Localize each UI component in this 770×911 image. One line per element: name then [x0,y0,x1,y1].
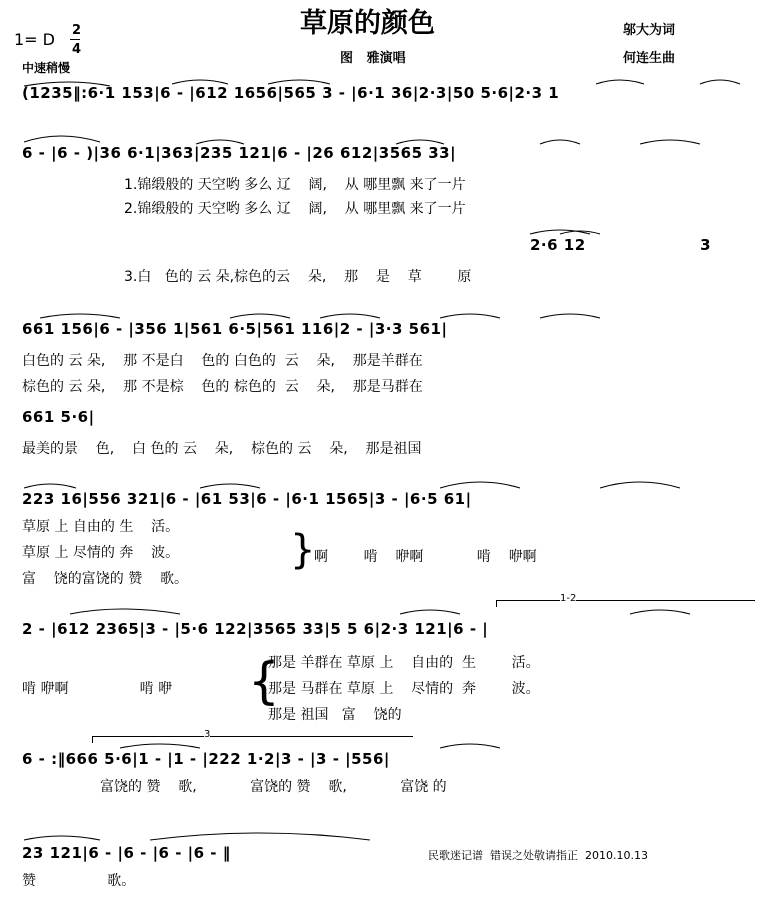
brace-symbol: { [248,652,280,710]
time-signature-top: 2 [72,23,82,38]
lyric-line: 草原 上 自由的 生 活。 [22,519,180,535]
lyric-line: 草原 上 尽情的 奔 波。 [22,545,180,561]
key-signature: 1= D [14,30,55,49]
notation-line-6: 223 16|556 321|6 - |61 53|6 - |6·1 1565|3 - |6·5 61| [22,490,472,508]
lyric-line: 富 饶的富饶的 赞 歌。 [22,571,189,587]
lyric-line: 那是 马群在 草原 上 尽情的 奔 波。 [268,681,540,697]
lyric-line: 3.白 色的 云 朵,棕色的云 朵, 那 是 草 原 [124,269,472,285]
notation-line-4: 661 156|6 - |356 1|561 6·5|561 116|2 - |3·3 561| [22,320,448,338]
notation-line-2: 6 - |6 - )|36 6·1|363|235 121|6 - |26 612|3565 33| [22,144,457,162]
lyric-line: 棕色的 云 朵, 那 不是棕 色的 棕色的 云 朵, 那是马群在 [22,379,423,395]
lyric-line: 赞 歌。 [22,873,136,889]
notation-line-7: 2 - |612 2365|3 - |5·6 122|3565 33|5 5 6|2·3 121|6 - | [22,620,489,638]
lyric-line: 白色的 云 朵, 那 不是白 色的 白色的 云 朵, 那是羊群在 [22,353,423,369]
brace-symbol: } [290,527,316,573]
time-signature-bar [70,39,80,41]
lyric-line: 那是 祖国 富 饶的 [268,707,402,723]
volta-label: 1-2 [560,593,577,604]
lyric-line: 2.锦缎般的 天空哟 多么 辽 阔, 从 哪里飘 来了一片 [124,201,466,217]
notation-line-1: (1235‖:6·1 153|6 - |612 1656|565 3 - |6·1 36|2·3|50 5·6|2·3 1 [22,84,560,102]
refrain-lyric: 啊 啃 咿啊 啃 咿啊 [314,549,537,565]
footer-note: 民歌迷记谱 错误之处敬请指正 2010.10.13 [428,849,648,862]
lyric-line: 富饶的 赞 歌, 富饶的 赞 歌, 富饶 的 [100,779,447,795]
song-title: 草原的颜色 [300,8,435,39]
notation-line-9: 23 121|6 - |6 - |6 - |6 - ‖ [22,844,231,862]
notation-line-5: 661 5·6| [22,408,95,426]
lyric-line: 1.锦缎般的 天空哟 多么 辽 阔, 从 哪里飘 来了一片 [124,177,466,193]
lyric-line: 那是 羊群在 草原 上 自由的 生 活。 [268,655,540,671]
volta-label: 3 [204,729,211,740]
notation-line-3: 2·6 12 3 [530,236,712,254]
tempo-marking: 中速稍慢 [22,61,71,75]
volta-bracket [92,736,413,743]
time-signature-bottom: 4 [72,42,82,57]
lyricist-credit: 邬大为词 [623,23,676,38]
lyric-line: 最美的景 色, 白 色的 云 朵, 棕色的 云 朵, 那是祖国 [22,441,422,457]
composer-credit: 何连生曲 [623,51,676,66]
volta-bracket [496,600,755,607]
lead-lyric: 啃 咿啊 啃 咿 [22,681,173,697]
notation-line-8: 6 - :‖666 5·6|1 - |1 - |222 1·2|3 - |3 - |556| [22,750,390,768]
singer-credit: 图 雅演唱 [340,51,406,66]
